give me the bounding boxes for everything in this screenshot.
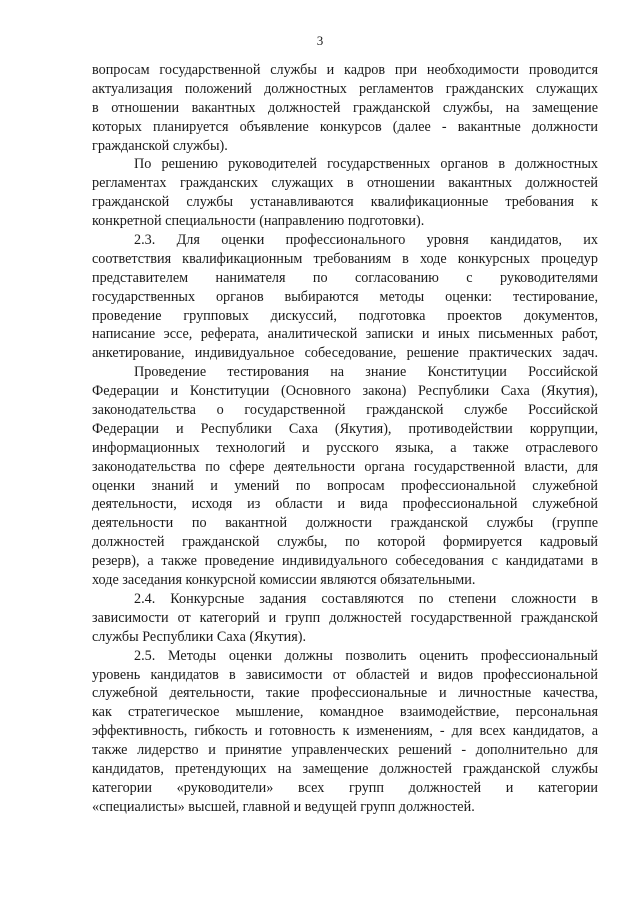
text-line: информационных технологий и русского языка, а также отраслевого bbox=[92, 439, 598, 456]
text-line: законодательства по сфере деятельности органа государственной власти, для bbox=[92, 458, 598, 475]
text-line: службы Республики Саха (Якутия). bbox=[92, 628, 306, 645]
page-number: 3 bbox=[316, 33, 324, 48]
paragraph-continuation bbox=[92, 61, 598, 155]
text-line: зависимости от категорий и групп должностей государственной гражданской bbox=[92, 609, 598, 626]
text-line: как стратегическое мышление, командное взаимодействие, персональная bbox=[92, 704, 598, 721]
text-line: представителем нанимателя по согласованию с руководителями bbox=[92, 269, 598, 286]
text-line: гражданской службы устанавливаются квалификационные требования к bbox=[92, 194, 598, 211]
text-line: в отношении вакантных должностей гражданской службы, на замещение bbox=[92, 99, 598, 116]
text-line: регламентах гражданских служащих в отношении вакантных должностей bbox=[92, 175, 598, 192]
paragraph-qualification-requirements bbox=[92, 155, 598, 231]
text-line: вопросам государственной службы и кадров при необходимости проводится bbox=[92, 62, 598, 78]
text-line: законодательства о государственной гражданской службе Российской bbox=[92, 402, 598, 419]
document-body bbox=[92, 61, 598, 817]
text-line: также лидерство и принятие управленческих решений - дополнительно для bbox=[92, 742, 598, 759]
paragraph-2-5 bbox=[92, 647, 598, 817]
text-line: проведение групповых дискуссий, подготовка проектов документов, bbox=[92, 307, 598, 324]
text-line: Проведение тестирования на знание Конституции Российской bbox=[134, 364, 598, 381]
text-line: актуализация положений должностных регламентов гражданских служащих bbox=[92, 80, 598, 97]
text-line: уровень кандидатов в зависимости от областей и видов профессиональной bbox=[92, 666, 598, 683]
text-line: эффективность, гибкость и готовность к изменениям, - для всех кандидатов, а bbox=[92, 723, 598, 740]
text-line: «специалисты» высшей, главной и ведущей групп должностей. bbox=[92, 798, 475, 815]
text-line: деятельности по вакантной должности гражданской службы (группе bbox=[92, 515, 598, 532]
text-line: 2.3. Для оценки профессионального уровня кандидатов, их bbox=[134, 232, 598, 249]
paragraph-2-3 bbox=[92, 231, 598, 363]
text-line: кандидатов, претендующих на замещение должностей гражданской службы bbox=[92, 760, 598, 777]
text-line: 2.4. Конкурсные задания составляются по степени сложности в bbox=[134, 590, 598, 607]
text-line: деятельности, исходя из области и вида профессиональной служебной bbox=[92, 496, 598, 513]
text-line: которых планируется объявление конкурсов (далее - вакантные должности bbox=[92, 118, 598, 135]
paragraph-2-4 bbox=[92, 590, 598, 647]
text-line: анкетирование, индивидуальное собеседование, решение практических задач. bbox=[92, 345, 598, 362]
text-line: соответствия квалификационным требованиям в ходе конкурсных процедур bbox=[92, 250, 598, 267]
text-line: Федерации и Республики Саха (Якутия), противодействии коррупции, bbox=[92, 420, 598, 437]
text-line: По решению руководителей государственных органов в должностных bbox=[134, 156, 598, 173]
text-line: Федерации и Конституции (Основного закона) Республики Саха (Якутия), bbox=[92, 383, 598, 400]
text-line: конкретной специальности (направлению подготовки). bbox=[92, 213, 425, 230]
text-line: служебной деятельности, такие профессиональные и личностные качества, bbox=[92, 685, 598, 702]
text-line: категории «руководители» всех групп должностей и категории bbox=[92, 779, 598, 796]
text-line: написание эссе, реферата, аналитической записки и иных письменных работ, bbox=[92, 326, 598, 343]
paragraph-testing bbox=[92, 363, 598, 590]
text-line: оценки знаний и умений по вопросам профессиональной служебной bbox=[92, 477, 598, 494]
text-line: государственных органов выбираются методы оценки: тестирование, bbox=[92, 288, 598, 305]
text-line: резерв), а также проведение индивидуального собеседования с кандидатами в bbox=[92, 553, 598, 570]
text-line: должностей гражданской службы, по которой формируется кадровый bbox=[92, 534, 598, 551]
text-line: гражданской службы). bbox=[92, 137, 228, 154]
text-line: ходе заседания конкурсной комиссии являются обязательными. bbox=[92, 572, 476, 589]
text-line: 2.5. Методы оценки должны позволить оценить профессиональный bbox=[134, 647, 598, 664]
